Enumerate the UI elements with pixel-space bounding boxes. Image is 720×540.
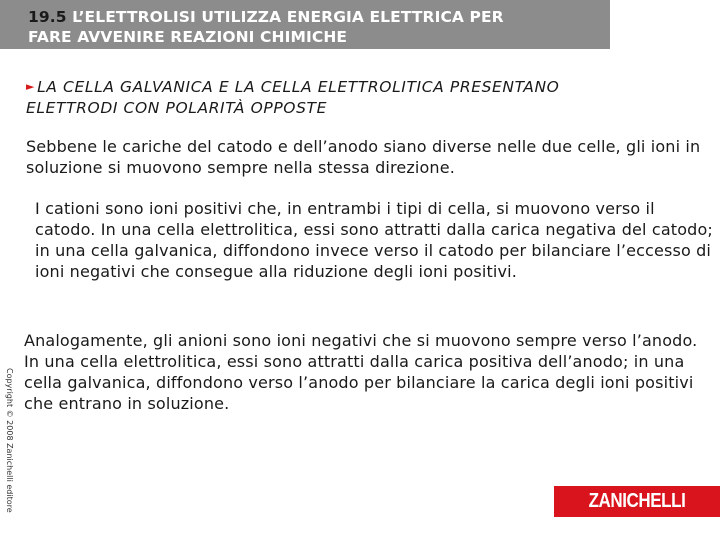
title-line-1: L’ELETTROLISI UTILIZZA ENERGIA ELETTRICA PER (72, 8, 504, 26)
paragraph-1: Sebbene le cariche del catodo e dell’anodo siano diverse nelle due celle, gli ioni in soluzione si muovono sempre nella stessa direzione. (26, 137, 701, 177)
title-line-2: FARE AVVENIRE REAZIONI CHIMICHE (28, 28, 348, 46)
paragraph-3: Analogamente, gli anioni sono ioni negativi che si muovono sempre verso l’anodo. In una cella elettrolitica, essi sono attratti dalla carica positiva dell’anodo; in una cella galvanica, diffondono verso l’anodo per bilanciare la carica degli ioni positivi che entrano in soluzione. (24, 331, 698, 413)
copyright-text: Copyright © 2008 Zanichelli editore (5, 368, 14, 513)
slide-header (0, 0, 610, 49)
copyright-notice (0, 368, 20, 513)
logo-text: ZANICHELLI (588, 490, 686, 512)
section-heading-line-2: ELETTRODI CON POLARITÀ OPPOSTE (26, 99, 328, 117)
slide-title (28, 7, 608, 47)
section-heading-line-1: LA CELLA GALVANICA E LA CELLA ELETTROLITICA PRESENTANO (37, 78, 560, 96)
section-heading (26, 76, 706, 119)
section-number: 19.5 (28, 8, 67, 26)
paragraph-2: I cationi sono ioni positivi che, in entrambi i tipi di cella, si muovono verso il catodo. In una cella elettrolitica, essi sono attratti dalla carica negativa del catodo; in una cella galvanica, diffondono invece verso il catodo per bilanciare l’eccesso di ioni negativi che consegue alla riduzione degli ioni positivi. (35, 199, 713, 281)
publisher-logo (554, 486, 720, 517)
triangle-right-icon: ► (26, 80, 36, 93)
